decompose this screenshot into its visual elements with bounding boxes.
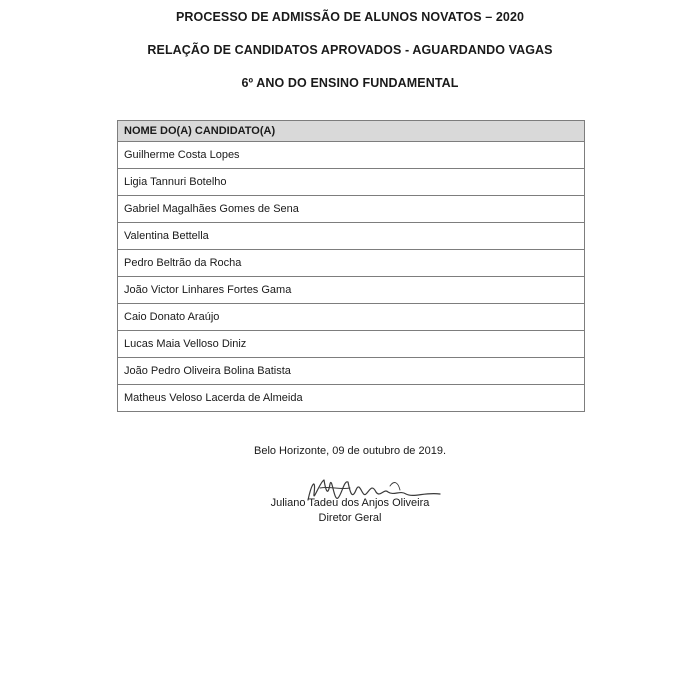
document-title: PROCESSO DE ADMISSÃO DE ALUNOS NOVATOS – 2020 — [175, 10, 525, 24]
table-row: Pedro Beltrão da Rocha — [118, 250, 584, 277]
table-header: NOME DO(A) CANDIDATO(A) — [118, 121, 584, 142]
table-row: Ligia Tannuri Botelho — [118, 169, 584, 196]
table-row: Matheus Veloso Lacerda de Almeida — [124, 392, 303, 404]
table-row: João Victor Linhares Fortes Gama — [118, 277, 584, 304]
place-date: Belo Horizonte, 09 de outubro de 2019. — [253, 445, 447, 457]
candidates-table — [117, 120, 585, 412]
table-row: Valentina Bettella — [118, 223, 584, 250]
table-row: Lucas Maia Velloso Diniz — [118, 331, 584, 358]
table-row: João Pedro Oliveira Bolina Batista — [118, 358, 584, 385]
table-row: Caio Donato Araújo — [118, 304, 584, 331]
signer-name: Juliano Tadeu dos Anjos Oliveira — [270, 497, 430, 509]
signer-title: Diretor Geral — [318, 512, 382, 524]
table-row: Gabriel Magalhães Gomes de Sena — [118, 196, 584, 223]
table-row: Guilherme Costa Lopes — [118, 142, 584, 169]
document-subtitle: RELAÇÃO DE CANDIDATOS APROVADOS - AGUARDANDO VAGAS — [147, 43, 553, 57]
document-grade: 6º ANO DO ENSINO FUNDAMENTAL — [241, 76, 459, 90]
